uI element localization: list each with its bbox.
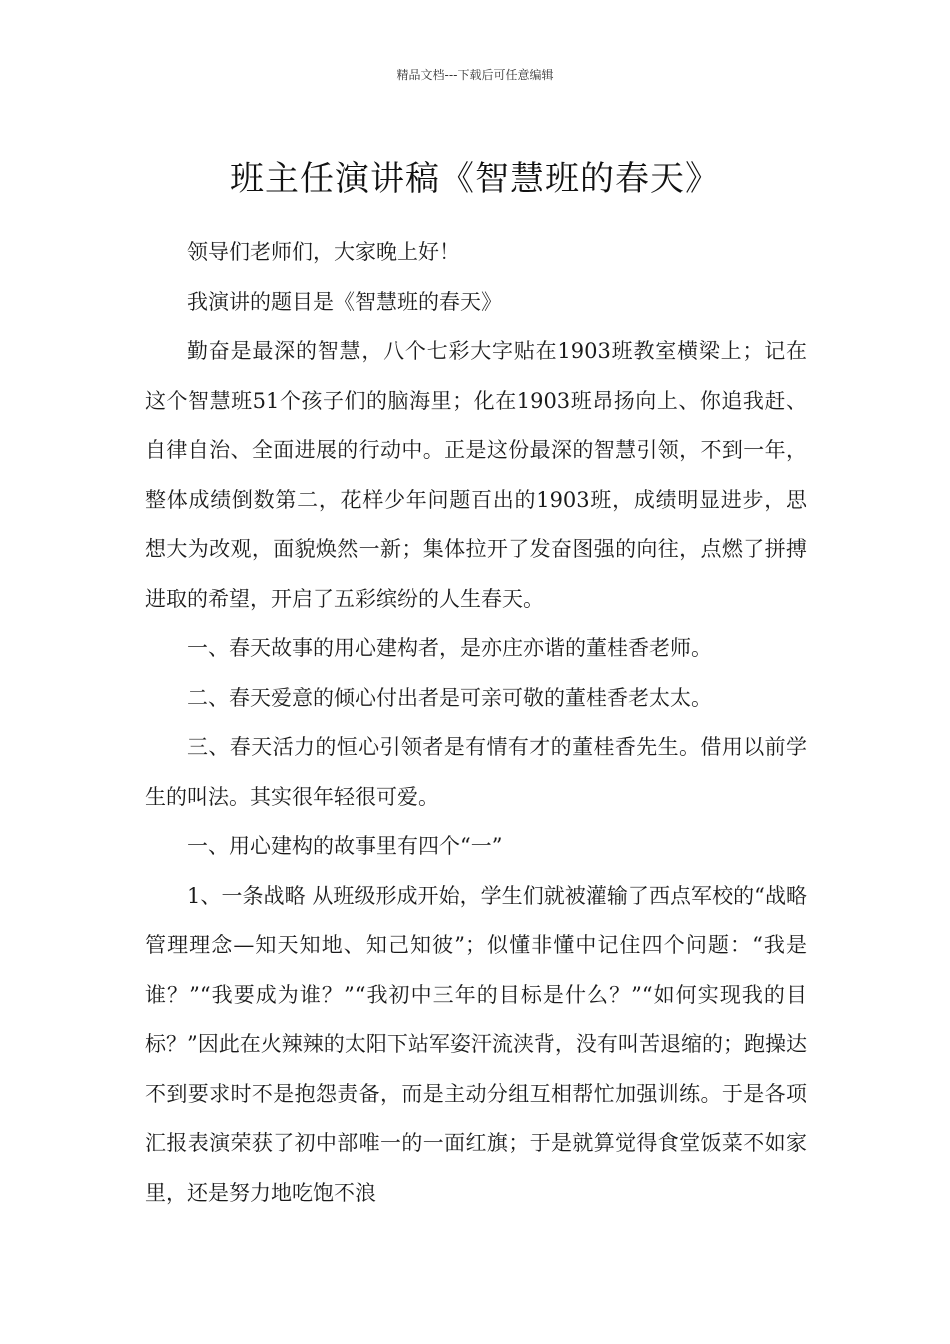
header-note: 精品文档---下载后可任意编辑 (396, 68, 554, 82)
paragraph-greeting: 领导们老师们，大家晚上好！ (187, 240, 460, 264)
paragraph-point-2: 二、春天爱意的倾心付出者是可亲可敬的董桂香老太太。 (187, 685, 712, 710)
paragraph-point-3: 三、春天活力的恒心引领者是有情有才的董桂香先生。借用以前学生的叫法。其实很年轻很可爱。 (145, 735, 807, 809)
document-body (145, 228, 807, 1218)
paragraph-point-1: 一、春天故事的用心建构者，是亦庄亦谐的董桂香老师。 (187, 636, 712, 660)
paragraph-topic: 我演讲的题目是《智慧班的春天》 (187, 289, 502, 314)
paragraph-strategy: 1、一条战略 从班级形成开始，学生们就被灌输了西点军校的“战略管理理念—知天知地、知己知彼”；似懂非懂中记住四个问题：“我是谁？”“我要成为谁？”“我初中三年的目标是什么？”“如何实现我的目标？”因此在火辣辣的太阳下站军姿汗流浃背，没有叫苦退缩的；跑操达不到要求时不是抱怨责备，而是主动分组互相帮忙加强训练。于是各项汇报表演荣获了初中部唯一的一面红旗；于是就算觉得食堂饭菜不如家里，还是努力地吃饱不浪 (145, 883, 807, 1205)
paragraph-intro: 勤奋是最深的智慧，八个七彩大字贴在1903班教室横梁上；记在这个智慧班51个孩子们的脑海里；化在1903班昂扬向上、你追我赶、自律自治、全面进展的行动中。正是这份最深的智慧引领，不到一年，整体成绩倒数第二，花样少年问题百出的1903班，成绩明显进步，思想大为改观，面貌焕然一新；集体拉开了发奋图强的向往，点燃了拼搏进取的希望，开启了五彩缤纷的人生春天。 (145, 339, 807, 611)
page-title: 班主任演讲稿《智慧班的春天》 (230, 158, 720, 199)
paragraph-section-heading: 一、用心建构的故事里有四个“一” (187, 834, 503, 858)
